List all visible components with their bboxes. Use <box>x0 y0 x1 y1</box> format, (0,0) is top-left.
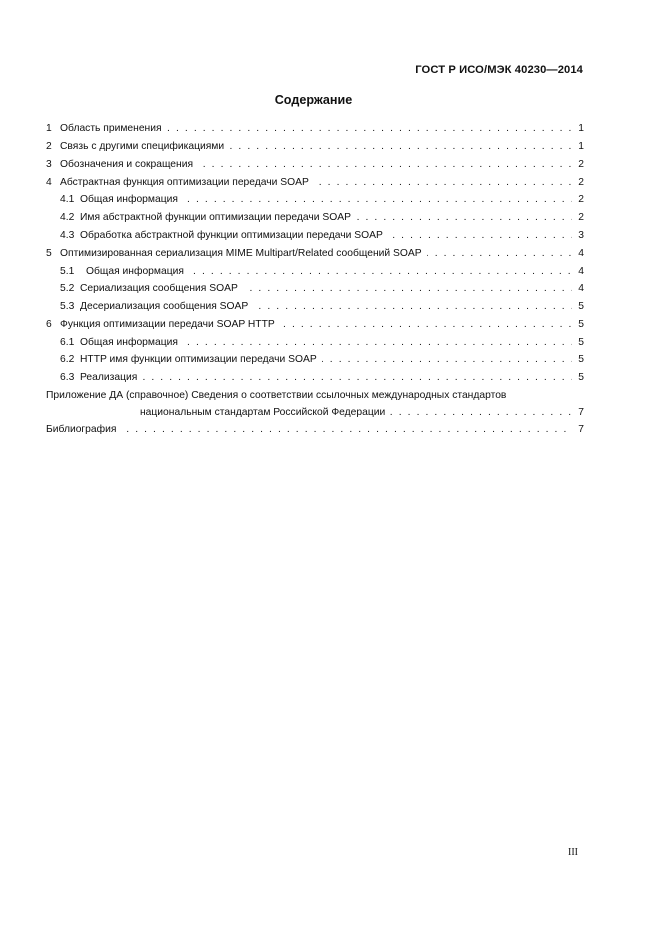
toc-entry-bibliography[interactable] <box>0 422 661 438</box>
document-header: ГОСТ Р ИСО/МЭК 40230—2014 <box>415 64 583 76</box>
toc-entry[interactable] <box>0 335 661 351</box>
toc-entry-page: 5 <box>578 354 584 365</box>
toc-entry[interactable] <box>0 228 661 244</box>
toc-entry[interactable] <box>0 299 661 315</box>
toc-entry-label: Оптимизированная сериализация MIME Multipart/Related сообщений SOAP . . . <box>60 246 572 262</box>
toc-entry-page: 4 <box>578 266 584 277</box>
toc-entry-label: Общая информация . . . <box>86 264 572 280</box>
toc-entry-page: 2 <box>578 177 584 188</box>
toc-entry-label: Реализация . . . <box>80 370 572 386</box>
toc-entry-number: 4 <box>46 177 52 188</box>
toc-entry-number: 6 <box>46 319 52 330</box>
toc-entry-label: Общая информация . . . <box>80 335 572 351</box>
page-number: III <box>568 847 578 858</box>
toc-entry-appendix[interactable] <box>0 405 661 421</box>
toc-entry-page: 5 <box>578 301 584 312</box>
toc-entry-number: 1 <box>46 123 52 134</box>
toc-entry-page: 5 <box>578 319 584 330</box>
toc-entry-label: национальным стандартам Российской Федерации . . . <box>140 405 572 421</box>
toc-entry-label: HTTP имя функции оптимизации передачи SOAP . . . <box>80 352 572 368</box>
toc-entry[interactable] <box>0 370 661 386</box>
toc-entry-page: 5 <box>578 372 584 383</box>
toc-entry-number: 6.1 <box>60 337 75 348</box>
toc-entry-page: 1 <box>578 141 584 152</box>
toc-entry-number: 4.3 <box>60 230 75 241</box>
toc-entry[interactable] <box>0 139 661 155</box>
toc-entry-page: 4 <box>578 283 584 294</box>
toc-entry[interactable] <box>0 352 661 368</box>
toc-entry[interactable] <box>0 281 661 297</box>
toc-entry-label: Функция оптимизации передачи SOAP HTTP . . . <box>60 317 572 333</box>
toc-entry-label: Связь с другими спецификациями . . . <box>60 139 572 155</box>
toc-entry-page: 3 <box>578 230 584 241</box>
toc-entry-page: 1 <box>578 123 584 134</box>
toc-entry-label: Абстрактная функция оптимизации передачи SOAP . . . <box>60 175 572 191</box>
toc-entry-number: 5.3 <box>60 301 75 312</box>
toc-entry-label: Общая информация . . . <box>80 192 572 208</box>
toc-entry-number: 6.3 <box>60 372 75 383</box>
toc-entry-number: 4.1 <box>60 194 75 205</box>
toc-entry[interactable] <box>0 317 661 333</box>
toc-entry-number: 5 <box>46 248 52 259</box>
toc-entry-page: 4 <box>578 248 584 259</box>
toc-entry[interactable] <box>0 264 661 280</box>
toc-entry-number: 5.1 <box>60 266 75 277</box>
toc-entry-page: 2 <box>578 212 584 223</box>
toc-entry[interactable] <box>0 175 661 191</box>
toc-entry-page: 2 <box>578 194 584 205</box>
toc-entry-page: 7 <box>578 424 584 435</box>
toc-entry[interactable] <box>0 121 661 137</box>
toc-entry-page: 7 <box>578 407 584 418</box>
toc-entry-number: 6.2 <box>60 354 75 365</box>
toc-entry-label: Обработка абстрактной функции оптимизации передачи SOAP . . . <box>80 228 572 244</box>
toc-entry[interactable] <box>0 157 661 173</box>
toc-entry[interactable] <box>0 246 661 262</box>
toc-entry-label: Область применения . . . <box>60 121 572 137</box>
toc-entry[interactable] <box>0 210 661 226</box>
toc-entry[interactable] <box>0 192 661 208</box>
page-title: Содержание <box>274 93 353 107</box>
toc-entry-label: Обозначения и сокращения . . . <box>60 157 572 173</box>
toc-entry-label: Имя абстрактной функции оптимизации передачи SOAP . . . <box>80 210 572 226</box>
toc-entry-number: 3 <box>46 159 52 170</box>
toc-entry-number: 2 <box>46 141 52 152</box>
toc-entry-number: 5.2 <box>60 283 75 294</box>
toc-entry-number: 4.2 <box>60 212 75 223</box>
appendix-title[interactable]: Приложение ДА (справочное) Сведения о соответствии ссылочных международных стандартов <box>46 390 507 401</box>
toc-entry-label: Библиография . . . <box>46 422 572 438</box>
toc-entry-page: 5 <box>578 337 584 348</box>
toc-entry-page: 2 <box>578 159 584 170</box>
toc-entry-label: Десериализация сообщения SOAP . . . <box>80 299 572 315</box>
toc-entry-label: Сериализация сообщения SOAP . . . <box>80 281 572 297</box>
